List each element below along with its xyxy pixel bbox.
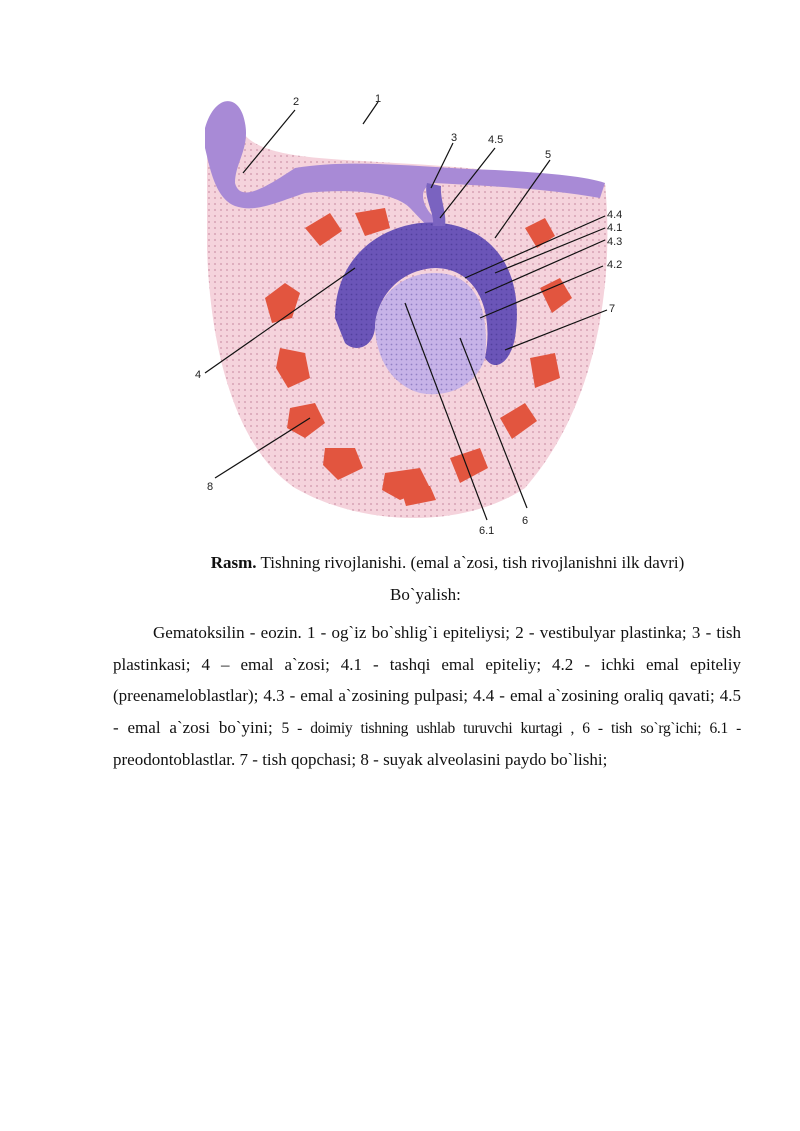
legend-part-1: Gematoksilin - eozin. 1 - og`iz bo`shlig`i epiteliysi; 2 - vestibulyar plastinka; 3 - tish plastinkasi; 4 – emal a`zosi; 4.1 - tashqi emal epiteliy; 4.2 - ichki emal epiteliy (preenameloblastlar); 4.3 - emal a`zosining pulpasi; 4.4 - emal a`zosining oraliq qavati; 4.5 - emal a`zosi bo`yini; xyxy=(113,623,741,737)
figure-label: 4.2 xyxy=(607,259,623,271)
figure-label: 4.4 xyxy=(607,209,623,221)
figure-label: 5 xyxy=(545,149,552,161)
caption-bold: Rasm. xyxy=(210,553,257,572)
staining-heading: Bo`yalish: xyxy=(390,585,461,604)
legend-part-3: preodontoblastlar. 7 - tish qopchasi; 8 - suyak alveolasini paydo bo`lishi; xyxy=(113,750,608,770)
figure-label: 2 xyxy=(293,96,300,108)
tooth-development-illustration xyxy=(195,88,625,543)
figure-caption xyxy=(0,553,800,573)
figure-label: 6.1 xyxy=(479,525,495,537)
figure-label: 6 xyxy=(522,515,529,527)
figure-label: 4 xyxy=(195,369,202,381)
figure-label: 3 xyxy=(451,132,458,144)
legend-paragraph xyxy=(113,617,741,776)
figure-label: 8 xyxy=(207,481,214,493)
caption-text: Tishning rivojlanishi. (emal a`zosi, tish rivojlanishni ilk davri) xyxy=(256,553,685,572)
histology-figure xyxy=(195,88,625,543)
legend-part-2: 5 - doimiy tishning ushlab turuvchi kurtagi , 6 - tish so`rg`ichi; 6.1 - xyxy=(281,719,741,737)
figure-label: 4.5 xyxy=(488,134,504,146)
figure-label: 4.1 xyxy=(607,222,623,234)
figure-label: 7 xyxy=(609,303,616,315)
figure-label: 1 xyxy=(375,93,382,105)
figure-label: 4.3 xyxy=(607,236,623,248)
